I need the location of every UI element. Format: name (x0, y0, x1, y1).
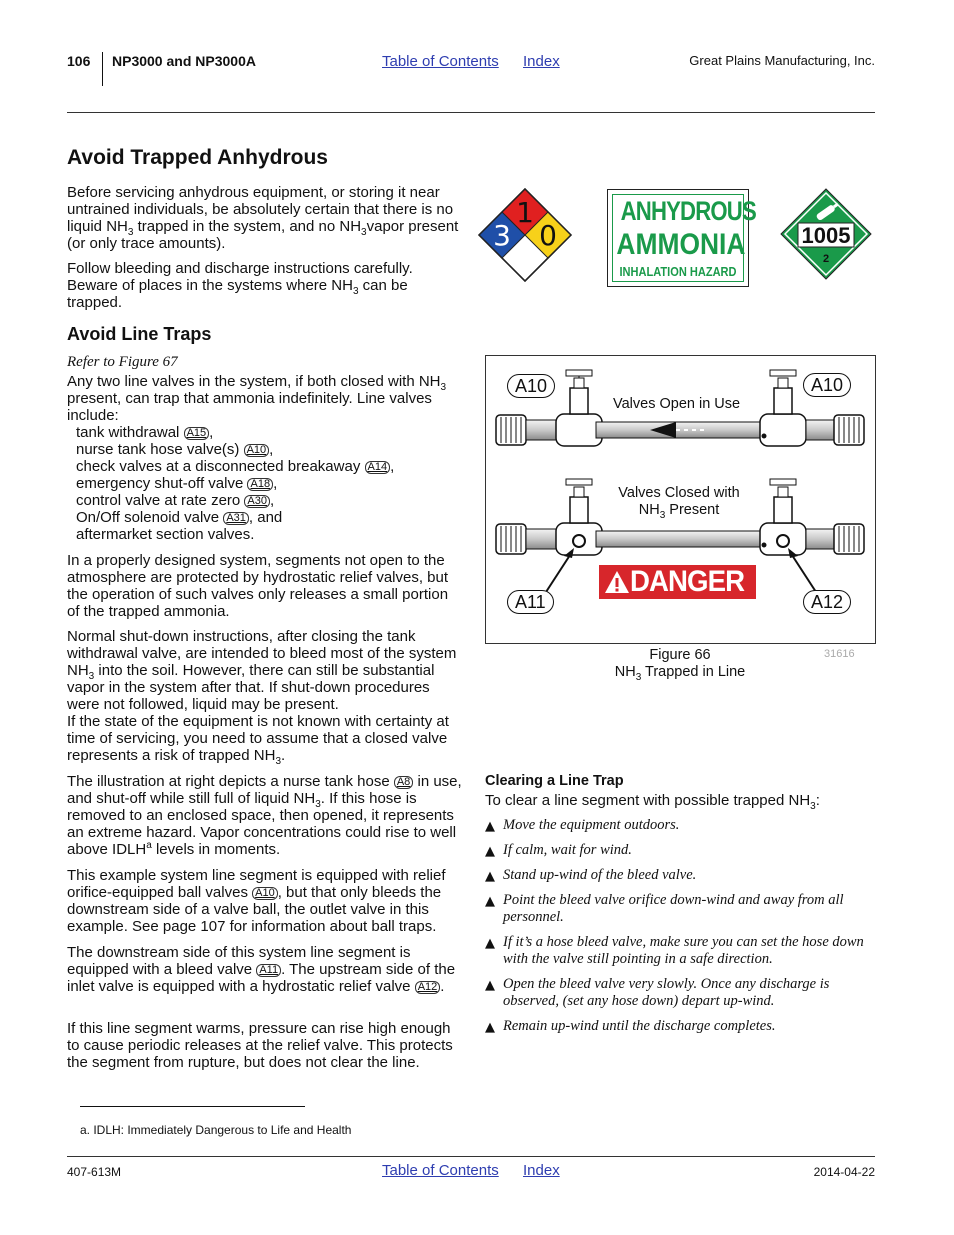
clearing-step: ▲ If it’s a hose bleed valve, make sure you can set the hose down with the valve still pointing in a safe direction. (485, 934, 864, 967)
ref-a15: A15 (184, 427, 210, 440)
footer-date: 2014-04-22 (813, 1165, 875, 1179)
valve-list (67, 424, 462, 543)
footer-doc-number: 407-613M (67, 1165, 122, 1179)
ref-a18: A18 (247, 478, 273, 491)
clearing-step: ▲ Remain up-wind until the discharge completes. (485, 1018, 776, 1035)
ref-a10: A10 (244, 444, 270, 457)
triangle-bullet-icon: ▲ (485, 819, 495, 834)
clearing-intro: To clear a line segment with possible trapped $NH_3$: (485, 792, 820, 812)
clearing-title: Clearing a Line Trap (485, 773, 624, 789)
figure-reference: Refer to Figure 67 (67, 354, 178, 370)
callout-a12: A12 (803, 590, 851, 614)
un-hazard-class: 2 (822, 253, 830, 265)
valve-list-item: aftermarket section valves. (76, 526, 255, 543)
header-page-number: 106 (67, 53, 91, 69)
ref-a11: A11 (256, 964, 281, 977)
danger-text: DANGER (630, 565, 745, 598)
nfpa-instability-value: 0 (539, 219, 557, 252)
section-title-line-traps: Avoid Line Traps (67, 324, 212, 344)
valve-list-item: On/Off solenoid valve A31 , and (76, 509, 283, 526)
placard-line-2: AMMONIA (616, 228, 746, 261)
anhydrous-ammonia-placard (607, 189, 756, 287)
warming-paragraph: If this line segment warms, pressure can rise high enough to cause periodic releases at the relief valve. This protects the segment from rupture, but does not clear the line. (67, 1020, 453, 1071)
nfpa-flammability-value: 1 (516, 196, 534, 229)
warning-triangle-icon (604, 570, 630, 594)
callout-a10-left: A10 (507, 374, 555, 398)
designed-system-paragraph: In a properly designed system, segments not open to the atmosphere are protected by hydrostatic relief valves, but the operation of such valves only releases a small portion of the trapped ammonia. (67, 552, 449, 620)
clearing-step: ▲ If calm, wait for wind. (485, 842, 632, 859)
illustration-paragraph: The illustration at right depicts a nurse tank hose A8 in use, and shut-off while still full of liquid $NH_3$. If this hose is removed to an enclosed space, then opened, it represents an extreme hazard. Vapor concentrations could rise to well above IDLH$^a$ levels in moments. (67, 773, 462, 858)
footer-toc-link[interactable]: Table of Contents (382, 1162, 499, 1179)
placard-line-1: ANHYDROUS (620, 196, 756, 226)
figure-caption: Figure 66 $NH_3$ Trapped in Line (614, 647, 746, 683)
header-rule (67, 112, 875, 113)
intro-paragraph-2: Follow bleeding and discharge instructions carefully. Beware of places in the systems where $NH_3$ can be trapped. (67, 260, 413, 311)
ref-a10: A10 (252, 887, 278, 900)
footnote: a. IDLH: Immediately Dangerous to Life and Health (80, 1123, 352, 1137)
label-valves-closed: Valves Closed with $NH_3$ Present (618, 485, 740, 521)
header-company: Great Plains Manufacturing, Inc. (689, 53, 875, 68)
label-valves-open: Valves Open in Use (613, 396, 741, 412)
un1005-placard (780, 188, 872, 280)
triangle-bullet-icon: ▲ (485, 869, 495, 884)
header-toc-link[interactable]: Table of Contents (382, 53, 499, 70)
ref-a8: A8 (394, 776, 413, 789)
figure-image-id: 31616 (824, 648, 855, 660)
triangle-bullet-icon: ▲ (485, 936, 495, 951)
footer-rule (67, 1156, 875, 1157)
triangle-bullet-icon: ▲ (485, 844, 495, 859)
clearing-step: ▲ Point the bleed valve orifice down-wind and away from all personnel. (485, 892, 844, 925)
triangle-bullet-icon: ▲ (485, 1020, 495, 1035)
triangle-bullet-icon: ▲ (485, 894, 495, 909)
valve-list-item: control valve at rate zero A30 , (76, 492, 275, 509)
valve-list-item: check valves at a disconnected breakaway A14 , (76, 458, 395, 475)
callout-a11: A11 (507, 590, 554, 614)
valve-list-item: nurse tank hose valve(s) A10 , (76, 441, 274, 458)
header-index-link[interactable]: Index (523, 53, 560, 70)
ref-a14: A14 (365, 461, 391, 474)
bleed-valve-icon (573, 535, 585, 547)
un-number: 1005 (801, 223, 851, 248)
relief-valve-icon (777, 535, 789, 547)
triangle-bullet-icon: ▲ (485, 978, 495, 993)
ref-a30: A30 (244, 495, 270, 508)
danger-sign (599, 565, 756, 599)
line-traps-paragraph: Any two line valves in the system, if both closed with $NH_3$ present, can trap that ammonia indefinitely. Line valves include: (67, 373, 447, 424)
header-doc-title: NP3000 and NP3000A (112, 53, 256, 69)
clearing-step: ▲ Open the bleed valve very slowly. Once any discharge is observed, (set any hose down) depart up-wind. (485, 976, 830, 1009)
ref-a31: A31 (223, 512, 249, 525)
downstream-paragraph: The downstream side of this system line segment is equipped with a bleed valve A11 . The upstream side of the inlet valve is equipped with a hydrostatic relief valve A12 . (67, 944, 456, 995)
nfpa-diamond-sign (478, 188, 572, 282)
valve-list-item: tank withdrawal A15 , (76, 424, 214, 441)
ref-a12: A12 (415, 981, 441, 994)
header-divider (102, 52, 103, 86)
valve-list-item: emergency shut-off valve A18 , (76, 475, 278, 492)
shutdown-paragraph: Normal shut-down instructions, after closing the tank withdrawal valve, are intended to bleed most of the system $NH_3$ into the soil. However, there can still be substantial vapor in the system after that. If shut-down procedures were not followed, liquid may be present. If the state of the equipment is not known with certainty at time of servicing, you need to assume that a closed valve represents a risk of trapped $NH_3$. (67, 628, 457, 767)
callout-a10-right: A10 (803, 373, 851, 397)
clearing-step: ▲ Stand up-wind of the bleed valve. (485, 867, 697, 884)
nfpa-health-value: 3 (493, 219, 511, 252)
page-title: Avoid Trapped Anhydrous (67, 146, 328, 169)
footnote-rule (80, 1106, 305, 1107)
example-paragraph: This example system line segment is equipped with relief orifice-equipped ball valves A10 , but that only bleeds the downstream side of a valve ball, the outlet valve in this example. See page 107 for information about ball traps. (67, 867, 446, 935)
clearing-step: ▲ Move the equipment outdoors. (485, 817, 680, 834)
placard-line-3: INHALATION HAZARD (619, 264, 737, 279)
intro-paragraph-1: Before servicing anhydrous equipment, or storing it near untrained individuals, be absolutely certain that there is no liquid $NH_3$ trapped in the system, and no $NH_3vapor$ present (or only trace amounts). (67, 184, 459, 252)
footer-index-link[interactable]: Index (523, 1162, 560, 1179)
